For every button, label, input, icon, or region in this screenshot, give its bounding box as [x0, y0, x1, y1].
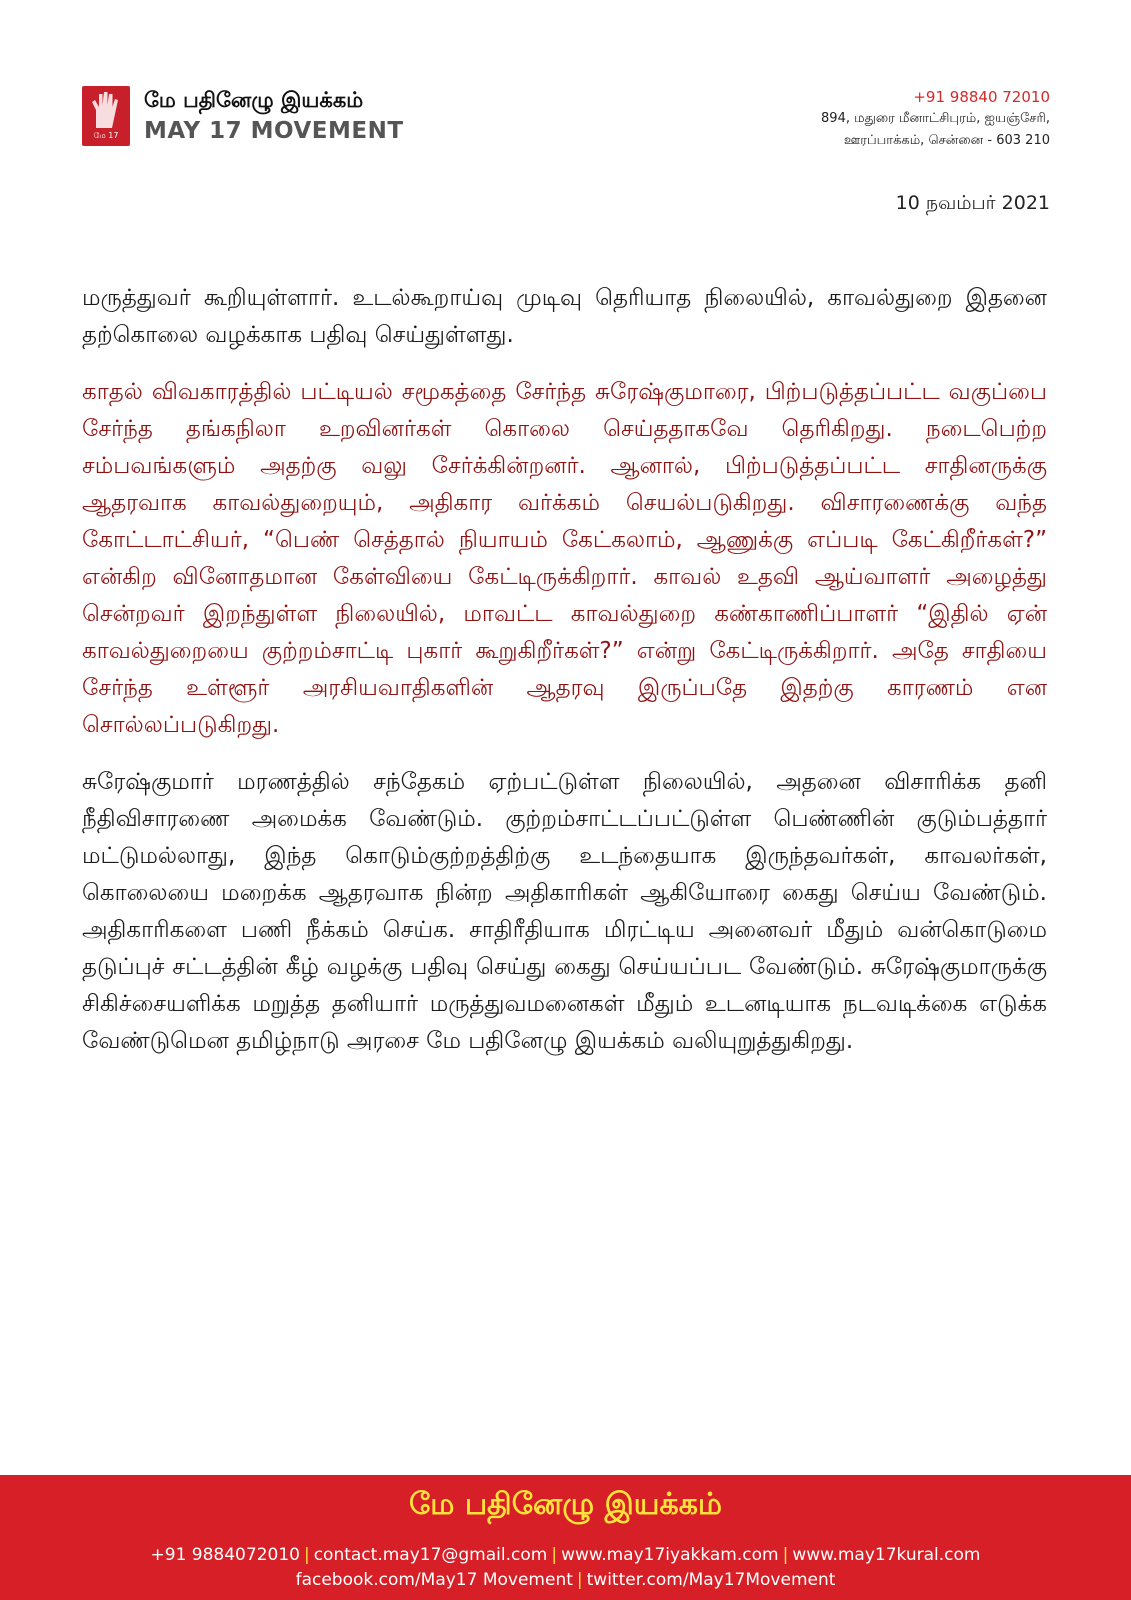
paragraph-2: காதல் விவகாரத்தில் பட்டியல் சமூகத்தை சேர்ந்த சுரேஷ்குமாரை, பிற்படுத்தப்பட்ட வகுப்பை சேர்ந்த தங்கநிலா உறவினர்கள் கொலை செய்ததாகவே தெரிகிறது. நடைபெற்ற சம்பவங்களும் அதற்கு வலு சேர்க்கின்றனர். ஆனால், பிற்படுத்தப்பட்ட சாதினருக்கு ஆதரவாக காவல்துறையும், அதிகார வர்க்கம் செயல்படுகிறது. விசாரணைக்கு வந்த கோட்டாட்சியர், “பெண் செத்தால் நியாயம் கேட்கலாம், ஆணுக்கு எப்படி கேட்கிறீர்கள்?” என்கிற வினோதமான கேள்வியை கேட்டிருக்கிறார். காவல் உதவி ஆய்வாளர் அழைத்து சென்றவர் இறந்துள்ள நிலையில், மாவட்ட காவல்துறை கண்காணிப்பாளர் “இதில் ஏன் காவல்துறையை குற்றம்சாட்டி புகார் கூறுகிறீர்கள்?” என்று கேட்டிருக்கிறார். அதே சாதியை சேர்ந்த உள்ளூர் அரசியவாதிகளின் ஆதரவு இருப்பதே இதற்கு காரணம் என சொல்லப்படுகிறது.: [82, 379, 1047, 738]
footer-social-line: [0, 1570, 1131, 1590]
footer-website-link-2[interactable]: www.may17kural.com: [792, 1545, 981, 1565]
footer-phone: +91 9884072010: [150, 1545, 300, 1565]
separator: |: [576, 1570, 583, 1590]
address-line-1: 894, மதுரை மீனாட்சிபுரம், ஐயஞ்சேரி,: [821, 111, 1050, 126]
separator: |: [782, 1545, 789, 1565]
letterhead: [0, 0, 1131, 170]
address-line-2: ஊரப்பாக்கம், சென்னை - 603 210: [843, 133, 1050, 148]
paragraph-1: மருத்துவர் கூறியுள்ளார். உடல்கூறாய்வு முடிவு தெரியாத நிலையில், காவல்துறை இதனை தற்கொலை வழக்காக பதிவு செய்துள்ளது.: [82, 285, 1047, 348]
letter-body: [82, 280, 1047, 1080]
org-name-english: MAY 17 MOVEMENT: [144, 118, 404, 144]
footer-email-link[interactable]: contact.may17@gmail.com: [313, 1545, 548, 1565]
separator: |: [551, 1545, 558, 1565]
letter-date: 10 நவம்பர் 2021: [895, 192, 1050, 214]
footer-banner: [0, 1475, 1131, 1600]
separator: |: [303, 1545, 310, 1565]
org-name-tamil: மே பதினேழு இயக்கம்: [144, 88, 364, 112]
header-phone: +91 98840 72010: [913, 88, 1050, 106]
footer-contact-line: [0, 1545, 1131, 1565]
footer-website-link-1[interactable]: www.may17iyakkam.com: [561, 1545, 779, 1565]
footer-twitter-link[interactable]: twitter.com/May17Movement: [586, 1570, 836, 1590]
contact-block: [821, 86, 1050, 152]
footer-facebook-link[interactable]: facebook.com/May17 Movement: [295, 1570, 573, 1590]
paragraph-3: சுரேஷ்குமார் மரணத்தில் சந்தேகம் ஏற்பட்டுள்ள நிலையில், அதனை விசாரிக்க தனி நீதிவிசாரணை அமைக்க வேண்டும். குற்றம்சாட்டப்பட்டுள்ள பெண்ணின் குடும்பத்தார் மட்டுமல்லாது, இந்த கொடும்குற்றத்திற்கு உடந்தையாக இருந்தவர்கள், காவலர்கள், கொலையை மறைக்க ஆதரவாக நின்ற அதிகாரிகள் ஆகியோரை கைது செய்ய வேண்டும். அதிகாரிகளை பணி நீக்கம் செய்க. சாதிரீதியாக மிரட்டிய அனைவர் மீதும் வன்கொடுமை தடுப்புச் சட்டத்தின் கீழ் வழக்கு பதிவு செய்து கைது செய்யப்பட வேண்டும். சுரேஷ்குமாருக்கு சிகிச்சையளிக்க மறுத்த தனியார் மருத்துவமனைகள் மீதும் உடனடியாக நடவடிக்கை எடுக்க வேண்டுமென தமிழ்நாடு அரசை மே பதினேழு இயக்கம் வலியுறுத்துகிறது.: [82, 769, 1047, 1054]
footer-title: மே பதினேழு இயக்கம்: [408, 1487, 723, 1522]
hand-logo-icon: [82, 86, 130, 146]
logo-text: மே 17: [93, 131, 119, 140]
